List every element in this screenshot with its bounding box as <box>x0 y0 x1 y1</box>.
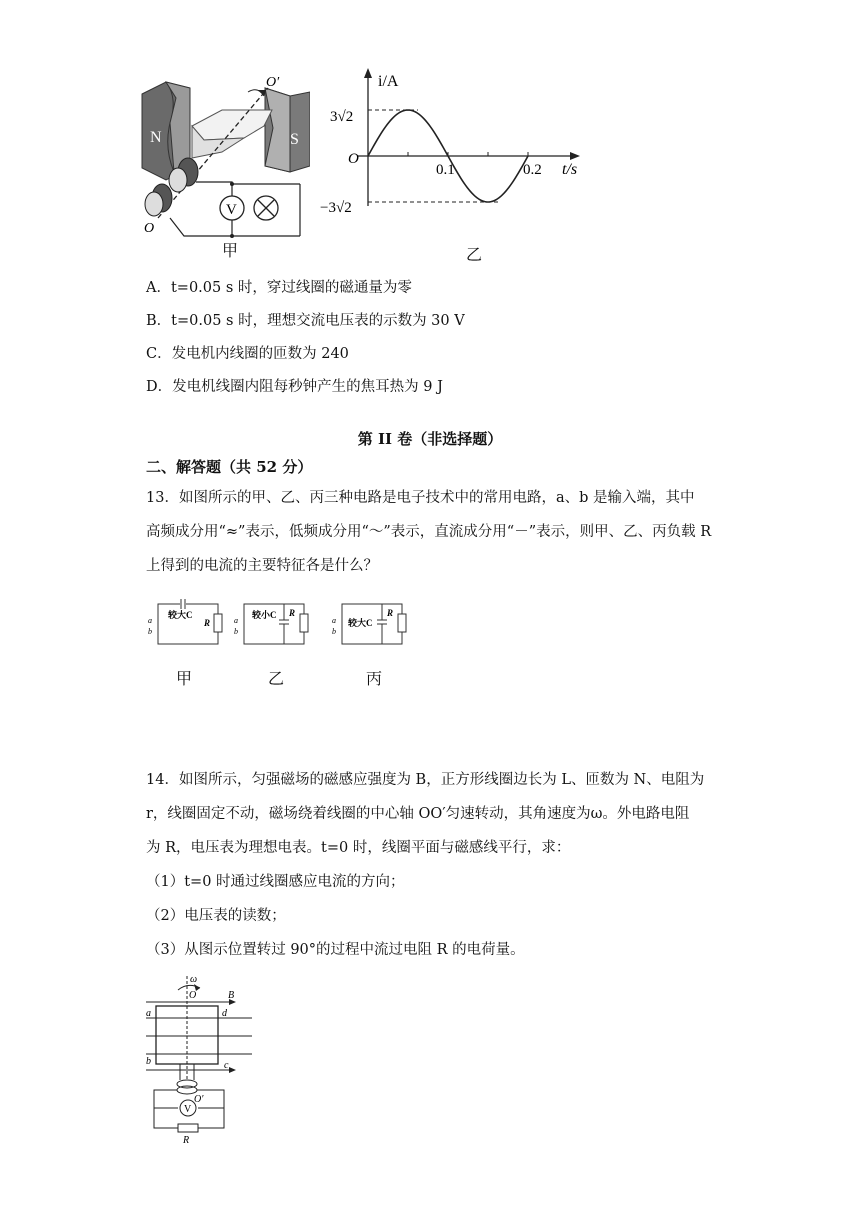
q14-sub1: （1）t=0 时通过线圈感应电流的方向； <box>146 874 405 890</box>
svg-text:a: a <box>332 616 336 625</box>
svg-text:R: R <box>183 1135 190 1144</box>
svg-text:d: d <box>222 1008 227 1019</box>
o-prime-label: O′ <box>266 75 280 90</box>
generator-figure <box>140 68 310 263</box>
svg-text:b: b <box>146 1056 151 1067</box>
q14-resistor <box>178 1124 198 1132</box>
q13-line1: 13．如图所示的甲、乙、丙三种电路是电子技术中的常用电路，a、b 是输入端，其中 <box>146 490 695 506</box>
q14-line3: 为 R，电压表为理想电表。t=0 时，线圈平面与磁感线平行，求： <box>146 840 571 856</box>
x-axis-label: t/s <box>562 161 578 178</box>
svg-text:R: R <box>204 618 211 628</box>
section-title: 第 II 卷（非选择题） <box>357 430 503 448</box>
svg-text:R: R <box>289 608 296 618</box>
option-b[interactable]: B．t=0.05 s 时，理想交流电压表的示数为 30 V <box>146 313 465 329</box>
svg-text:a: a <box>146 1008 151 1019</box>
circuit-yi <box>232 596 314 652</box>
figure-yi-caption: 乙 <box>466 245 483 264</box>
svg-text:ω: ω <box>190 974 198 985</box>
q13-line3: 上得到的电流的主要特征各是什么？ <box>146 558 378 574</box>
svg-text:B: B <box>228 990 235 1001</box>
svg-text:a: a <box>148 616 152 625</box>
circuit-bing-caption: 丙 <box>366 669 383 688</box>
svg-text:较小C: 较小C <box>252 610 277 620</box>
svg-text:O: O <box>189 990 197 1001</box>
n-label: N <box>150 129 162 146</box>
svg-text:较大C: 较大C <box>168 610 193 620</box>
svg-text:b: b <box>234 627 238 636</box>
svg-text:R: R <box>387 608 394 618</box>
circuit-jia-caption: 甲 <box>176 669 193 688</box>
circuit-jia <box>146 596 228 652</box>
q14-line1: 14．如图所示，匀强磁场的磁感应强度为 B，正方形线圈边长为 L、匝数为 N、电阻为 <box>146 772 705 788</box>
svg-text:V: V <box>184 1104 192 1115</box>
pos-peak-label: 3√2 <box>330 109 354 125</box>
svg-text:b: b <box>332 627 336 636</box>
q13-line2: 高频成分用“≈”表示，低频成分用“～”表示，直流成分用“－”表示，则甲、乙、丙负载 R <box>146 524 712 540</box>
neg-peak-label: −3√2 <box>320 200 352 216</box>
option-d[interactable]: D．发电机线圈内阻每秒钟产生的焦耳热为 9 J <box>146 379 443 395</box>
svg-text:a: a <box>234 616 238 625</box>
tick-label-0-2: 0.2 <box>523 162 542 178</box>
svg-text:b: b <box>148 627 152 636</box>
section-heading: 二、解答题（共 52 分） <box>146 458 313 476</box>
svg-text:较大C: 较大C <box>348 618 373 628</box>
q14-line2: r，线圈固定不动，磁场绕着线圈的中心轴 OO′匀速转动，其角速度为ω。外电路电阻 <box>146 806 690 822</box>
q14-figure <box>142 968 252 1144</box>
figure-jia-caption: 甲 <box>222 241 239 260</box>
option-a[interactable]: A．t=0.05 s 时，穿过线圈的磁通量为零 <box>146 280 412 296</box>
q14-sub3: （3）从图示位置转过 90°的过程中流过电阻 R 的电荷量。 <box>146 942 525 958</box>
svg-text:O′: O′ <box>194 1094 204 1105</box>
circuit-bing <box>330 596 412 652</box>
svg-text:c: c <box>224 1060 229 1071</box>
origin-label: O <box>348 151 359 167</box>
s-label: S <box>290 131 299 148</box>
tick-label-0-1: 0.1 <box>436 162 455 178</box>
y-axis-label: i/A <box>378 73 399 90</box>
q14-sub2: （2）电压表的读数； <box>146 908 286 924</box>
current-chart <box>318 66 593 216</box>
o-label: O <box>144 221 155 236</box>
voltmeter-label: V <box>226 202 237 218</box>
circuit-yi-caption: 乙 <box>268 669 285 688</box>
option-c[interactable]: C．发电机内线圈的匝数为 240 <box>146 346 349 362</box>
